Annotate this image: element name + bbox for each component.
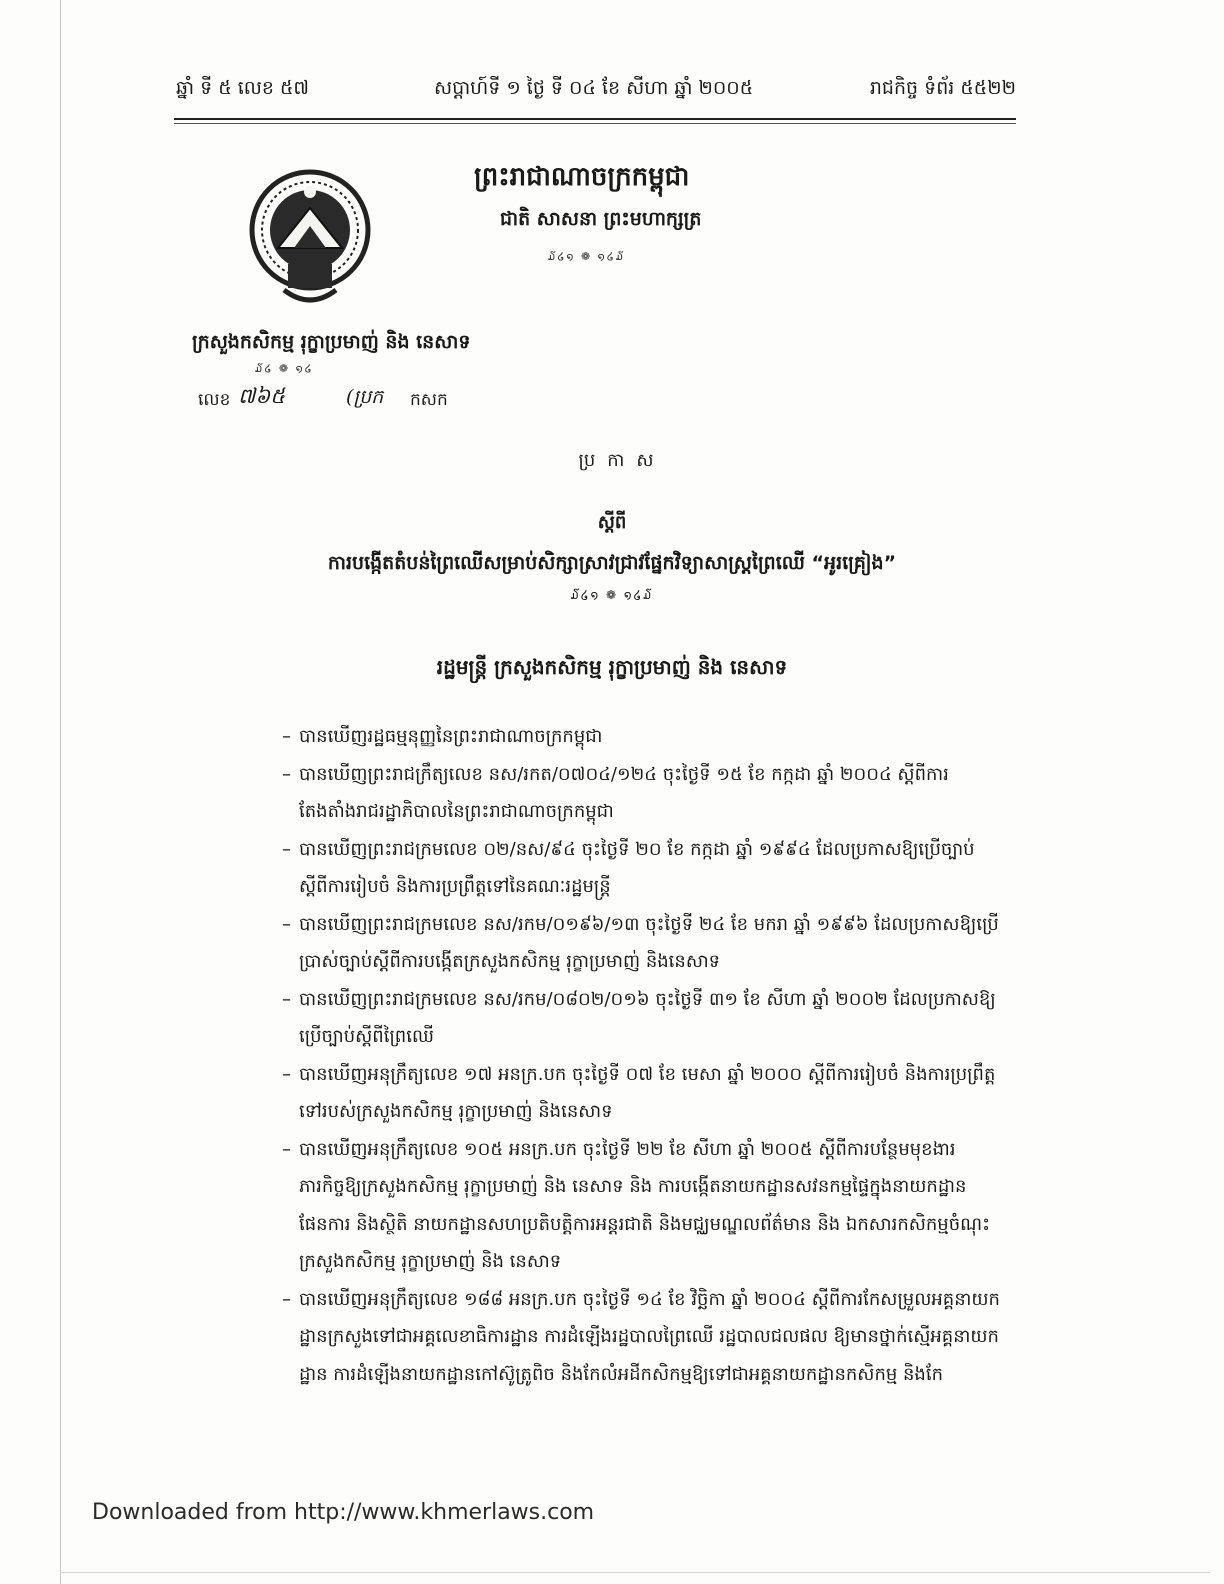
reference-number-line <box>198 383 468 417</box>
download-source-footer: Downloaded from http://www.khmerlaws.com <box>92 1500 595 1525</box>
ministry-seal-icon <box>248 168 372 318</box>
gazette-header <box>176 70 1016 110</box>
list-item: – បានឃើញព្រះរាជក្រមលេខ ០២/នស/៩៤ ចុះថ្ងៃទី ២០ ខែ កក្កដា ឆ្នាំ ១៩៩៤ ដែលប្រកាសឱ្យប្រើច្បាប់ស្តីពីការរៀបចំ និងការប្រព្រឹត្តទៅនៃគណៈរដ្ឋមន្ត្រី <box>282 831 1002 906</box>
minister-title: រដ្ឋមន្ត្រី ក្រសួងកសិកម្ម រុក្ខាប្រមាញ់ និង នេសាទ <box>436 655 788 679</box>
list-item: – បានឃើញអនុក្រឹត្យលេខ ១៨៨ អនក្រ.បក ចុះថ្ងៃទី ១៤ ខែ វិច្ឆិកា ឆ្នាំ ២០០៤ ស្តីពីការកែសម្រួលអគ្គនាយកដ្ឋានក្រសួងទៅជាអគ្គលេខាធិការដ្ឋាន ការដំឡើងរដ្ឋបាលព្រៃឈើ រដ្ឋបាលជលផល ឱ្យមានថ្នាក់ស្មើអគ្គនាយកដ្ឋាន ការដំឡើងនាយកដ្ឋានកៅស៊ូត្រូពិច និងកែលំអដីកសិកម្មឱ្យទៅជាអគ្គនាយកដ្ឋានកសិកម្ម និងកែ <box>282 1281 1002 1394</box>
scan-edge-left <box>60 0 61 1584</box>
subject-title: ការបង្កើតតំបន់ព្រៃឈើសម្រាប់សិក្សាស្រាវជ្រាវផ្នែកវិទ្យាសាស្ត្រព្រៃឈើ “អូរគ្រៀង” <box>327 552 897 574</box>
ref-suffix: កសក <box>410 390 448 410</box>
ref-date-handwritten: (ប្រក <box>346 386 384 408</box>
subject-label: ស្តីពី <box>597 512 627 533</box>
header-rule <box>174 118 1016 124</box>
gazette-date: សប្តាហ៍ទី ១ ថ្ងៃ ទី ០៤ ខែ សីហា ឆ្នាំ ២០០៥ <box>434 77 754 99</box>
reference-list <box>282 718 1002 1393</box>
subject-ornament: ໓໒໑ ❁ ໑໒໓ <box>570 588 654 602</box>
list-item: – បានឃើញព្រះរាជក្រមលេខ នស/រកម/០១៩៦/១៣ ចុះថ្ងៃទី ២៤ ខែ មករា ឆ្នាំ ១៩៩៦ ដែលប្រកាសឱ្យប្រើប្រាស់ច្បាប់ស្តីពីការបង្កើតក្រសួងកសិកម្ម រុក្ខាប្រមាញ់ និងនេសាទ <box>282 906 1002 981</box>
ministry-name: ក្រសួងកសិកម្ម រុក្ខាប្រមាញ់ និង នេសាទ <box>192 331 471 353</box>
gazette-page: រាជកិច្ច ទំព័រ ៥៥២២ <box>869 77 1016 99</box>
kingdom-ornament: ໓໒໑ ❁ ໑໒໓ <box>548 250 626 263</box>
ministry-ornament: ໓໒ ❁ ໑໒ <box>255 362 314 375</box>
list-item: – បានឃើញរដ្ឋធម្មនុញ្ញនៃព្រះរាជាណាចក្រកម្ពុជា <box>282 718 1002 756</box>
list-item: – បានឃើញអនុក្រឹត្យលេខ ១០៥ អនក្រ.បក ចុះថ្ងៃទី ២២ ខែ សីហា ឆ្នាំ ២០០៥ ស្តីពីការបន្ថែមមុខងារភារកិច្ចឱ្យក្រសួងកសិកម្ម រុក្ខាប្រមាញ់ និង នេសាទ និង ការបង្កើតនាយកដ្ឋានសវនកម្មផ្ទៃក្នុងនាយកដ្ឋានផែនការ និងស្ថិតិ នាយកដ្ឋានសហប្រតិបត្តិការអន្តរជាតិ និងមជ្ឈមណ្ឌលព័ត៌មាន និង ឯកសារកសិកម្មចំណុះក្រសួងកសិកម្ម រុក្ខាប្រមាញ់ និង នេសាទ <box>282 1131 1002 1281</box>
document-type: ប្រកាស <box>578 450 666 471</box>
scan-edge-bottom <box>60 1572 1210 1573</box>
list-item: – បានឃើញអនុក្រឹត្យលេខ ១៧ អនក្រ.បក ចុះថ្ងៃទី ០៧ ខែ មេសា ឆ្នាំ ២០០០ ស្តីពីការរៀបចំ និងការប្រព្រឹត្តទៅរបស់ក្រសួងកសិកម្ម រុក្ខាប្រមាញ់ និងនេសាទ <box>282 1056 1002 1131</box>
ref-number-handwritten: ៧៦៥ <box>238 384 285 408</box>
ref-label: លេខ <box>198 390 231 410</box>
kingdom-title: ព្រះរាជាណាចក្រកម្ពុជា <box>474 162 690 192</box>
list-item: – បានឃើញព្រះរាជក្រឹត្យលេខ នស/រកត/០៧០៤/១២៤ ចុះថ្ងៃទី ១៥ ខែ កក្កដា ឆ្នាំ ២០០៤ ស្តីពីការតែងតាំងរាជរដ្ឋាភិបាលនៃព្រះរាជាណាចក្រកម្ពុជា <box>282 756 1002 831</box>
gazette-issue: ឆ្នាំ ទី ៥ លេខ ៥៧ <box>176 77 309 99</box>
list-item: – បានឃើញព្រះរាជក្រមលេខ នស/រកម/០៨០២/០១៦ ចុះថ្ងៃទី ៣១ ខែ សីហា ឆ្នាំ ២០០២ ដែលប្រកាសឱ្យប្រើច្បាប់ស្តីពីព្រៃឈើ <box>282 981 1002 1056</box>
kingdom-motto: ជាតិ សាសនា ព្រះមហាក្សត្រ <box>500 208 702 230</box>
